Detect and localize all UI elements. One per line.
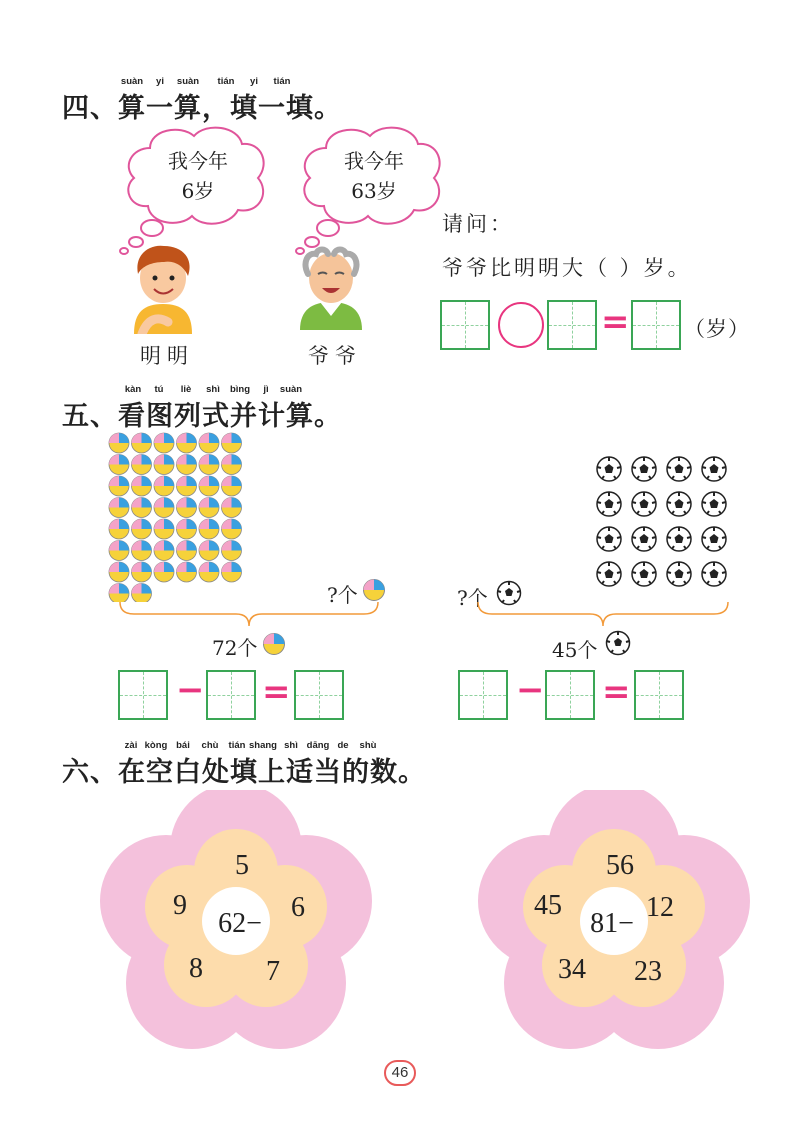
pinyin: suàn: [279, 384, 303, 395]
pinyin: tián: [228, 740, 246, 751]
section4-heading: 四、算一算，填一填。: [62, 93, 342, 124]
beach-ball: [222, 455, 242, 475]
boy-thought-line1: 我今年: [168, 149, 228, 173]
grandpa-thought-line1: 我今年: [344, 149, 404, 173]
pinyin: bìng: [229, 384, 251, 395]
soccer-ball: [597, 492, 621, 516]
soccer-ball: [632, 492, 656, 516]
pinyin: suàn: [120, 76, 144, 87]
beach-ball: [154, 476, 174, 496]
beach-ball: [154, 433, 174, 453]
soccer-ball-icon: [605, 630, 631, 656]
beach-ball: [222, 433, 242, 453]
left-unknown-label: ?个: [327, 583, 358, 607]
pinyin: zài: [124, 740, 138, 751]
beach-ball: [222, 498, 242, 518]
soccer-ball: [597, 457, 621, 481]
beach-ball: [132, 541, 152, 561]
flower1-center: 62−: [218, 908, 262, 939]
beach-ball: [109, 498, 129, 518]
section4: [0, 0, 800, 380]
flower1-petal: 7: [266, 956, 280, 987]
equals-sign: =: [602, 672, 631, 712]
pinyin: kòng: [144, 740, 168, 751]
flower1-petal: 5: [235, 850, 249, 881]
boy-illustration: [128, 244, 198, 334]
pinyin: shì: [206, 384, 220, 395]
flower2-petal: 34: [558, 954, 586, 985]
beach-ball: [154, 455, 174, 475]
answer-box[interactable]: [547, 300, 597, 350]
grandpa-thought-line2: 63岁: [351, 179, 397, 203]
soccer-ball: [632, 457, 656, 481]
soccer-ball: [597, 562, 621, 586]
beach-ball: [177, 476, 197, 496]
soccer-ball: [667, 457, 691, 481]
flower2-petal: 45: [534, 890, 562, 921]
beach-ball: [109, 541, 129, 561]
minus-sign: −: [516, 670, 545, 710]
answer-box[interactable]: [631, 300, 681, 350]
pinyin: jì: [263, 384, 269, 395]
beach-ball: [177, 498, 197, 518]
soccer-ball: [667, 492, 691, 516]
beach-ball-icon: [262, 632, 286, 656]
pinyin: shì: [284, 740, 298, 751]
beach-ball: [132, 455, 152, 475]
beach-ball: [154, 519, 174, 539]
pinyin: chù: [201, 740, 219, 751]
equals-sign: =: [262, 672, 291, 712]
beach-ball: [132, 519, 152, 539]
soccer-ball: [667, 527, 691, 551]
flower1-petal: 8: [189, 953, 203, 984]
beach-ball-icon: [362, 578, 386, 602]
answer-box[interactable]: [118, 670, 168, 720]
soccer-ball: [702, 492, 726, 516]
beach-ball-grid: [108, 432, 248, 602]
beach-ball: [199, 433, 219, 453]
beach-ball: [199, 498, 219, 518]
unit-label: （岁）: [684, 317, 750, 341]
grandpa-illustration: [296, 244, 366, 330]
beach-ball: [177, 519, 197, 539]
boy-name: 明明: [140, 344, 194, 368]
right-unknown-label: ?个: [457, 586, 488, 610]
question-label: 请问：: [442, 212, 514, 236]
flower1-petal: 9: [173, 890, 187, 921]
beach-ball: [199, 519, 219, 539]
beach-ball: [222, 519, 242, 539]
pinyin: tián: [273, 76, 291, 87]
boy-thought: [150, 146, 246, 206]
beach-ball: [177, 541, 197, 561]
soccer-ball: [702, 457, 726, 481]
beach-ball: [109, 476, 129, 496]
flower2-center: 81−: [590, 908, 634, 939]
pinyin: bái: [176, 740, 190, 751]
right-brace: [476, 600, 730, 628]
left-brace: [118, 600, 380, 628]
answer-box[interactable]: [206, 670, 256, 720]
beach-ball: [132, 562, 152, 582]
beach-ball: [132, 476, 152, 496]
beach-ball: [109, 519, 129, 539]
beach-ball: [199, 562, 219, 582]
beach-ball: [132, 433, 152, 453]
flower1-petal: 6: [291, 892, 305, 923]
question-text: 爷爷比明明大（ ）岁。: [442, 256, 692, 280]
pinyin: liè: [180, 384, 192, 395]
beach-ball: [222, 562, 242, 582]
beach-ball: [109, 562, 129, 582]
page-number: 46: [391, 1064, 409, 1081]
page-number-badge: [384, 1060, 416, 1086]
beach-ball: [109, 455, 129, 475]
equals-sign: =: [601, 302, 630, 342]
grandpa-name: 爷爷: [308, 344, 362, 368]
soccer-ball: [597, 527, 621, 551]
beach-ball: [222, 476, 242, 496]
pinyin: dāng: [306, 740, 330, 751]
flower2-petal: 23: [634, 956, 662, 987]
beach-ball: [199, 455, 219, 475]
flower2-petal: 56: [606, 850, 634, 881]
pinyin: kàn: [124, 384, 142, 395]
pinyin: yi: [156, 76, 164, 87]
soccer-ball: [702, 527, 726, 551]
flower2-petal: 12: [646, 892, 674, 923]
beach-ball: [177, 455, 197, 475]
answer-box[interactable]: [545, 670, 595, 720]
pinyin: shang: [249, 740, 277, 751]
pinyin: de: [337, 740, 349, 751]
beach-ball: [109, 433, 129, 453]
soccer-ball: [702, 562, 726, 586]
grandpa-thought: [326, 146, 422, 206]
operator-circle[interactable]: [498, 302, 544, 348]
pinyin: tú: [154, 384, 164, 395]
soccer-ball: [632, 562, 656, 586]
soccer-ball: [667, 562, 691, 586]
beach-ball: [222, 541, 242, 561]
pinyin: tián: [217, 76, 235, 87]
beach-ball: [199, 541, 219, 561]
beach-balls: [108, 432, 248, 602]
right-total-label: 45个: [552, 638, 598, 662]
boy-thought-line2: 6岁: [181, 179, 215, 203]
section5-heading: 五、看图列式并计算。: [62, 401, 342, 432]
soccer-ball-grid: [596, 456, 736, 596]
soccer-balls: [596, 456, 736, 596]
answer-box[interactable]: [294, 670, 344, 720]
pinyin: suàn: [176, 76, 200, 87]
beach-ball: [132, 498, 152, 518]
left-total-label: 72个: [212, 636, 258, 660]
beach-ball: [154, 562, 174, 582]
pinyin: shù: [359, 740, 377, 751]
beach-ball: [199, 476, 219, 496]
answer-box[interactable]: [440, 300, 490, 350]
pinyin: yi: [250, 76, 258, 87]
soccer-ball: [632, 527, 656, 551]
beach-ball: [154, 498, 174, 518]
section6-heading: 六、在空白处填上适当的数。: [62, 757, 426, 788]
minus-sign: −: [176, 670, 205, 710]
beach-ball: [177, 433, 197, 453]
beach-ball: [154, 541, 174, 561]
beach-ball: [177, 562, 197, 582]
answer-box[interactable]: [634, 670, 684, 720]
answer-box[interactable]: [458, 670, 508, 720]
